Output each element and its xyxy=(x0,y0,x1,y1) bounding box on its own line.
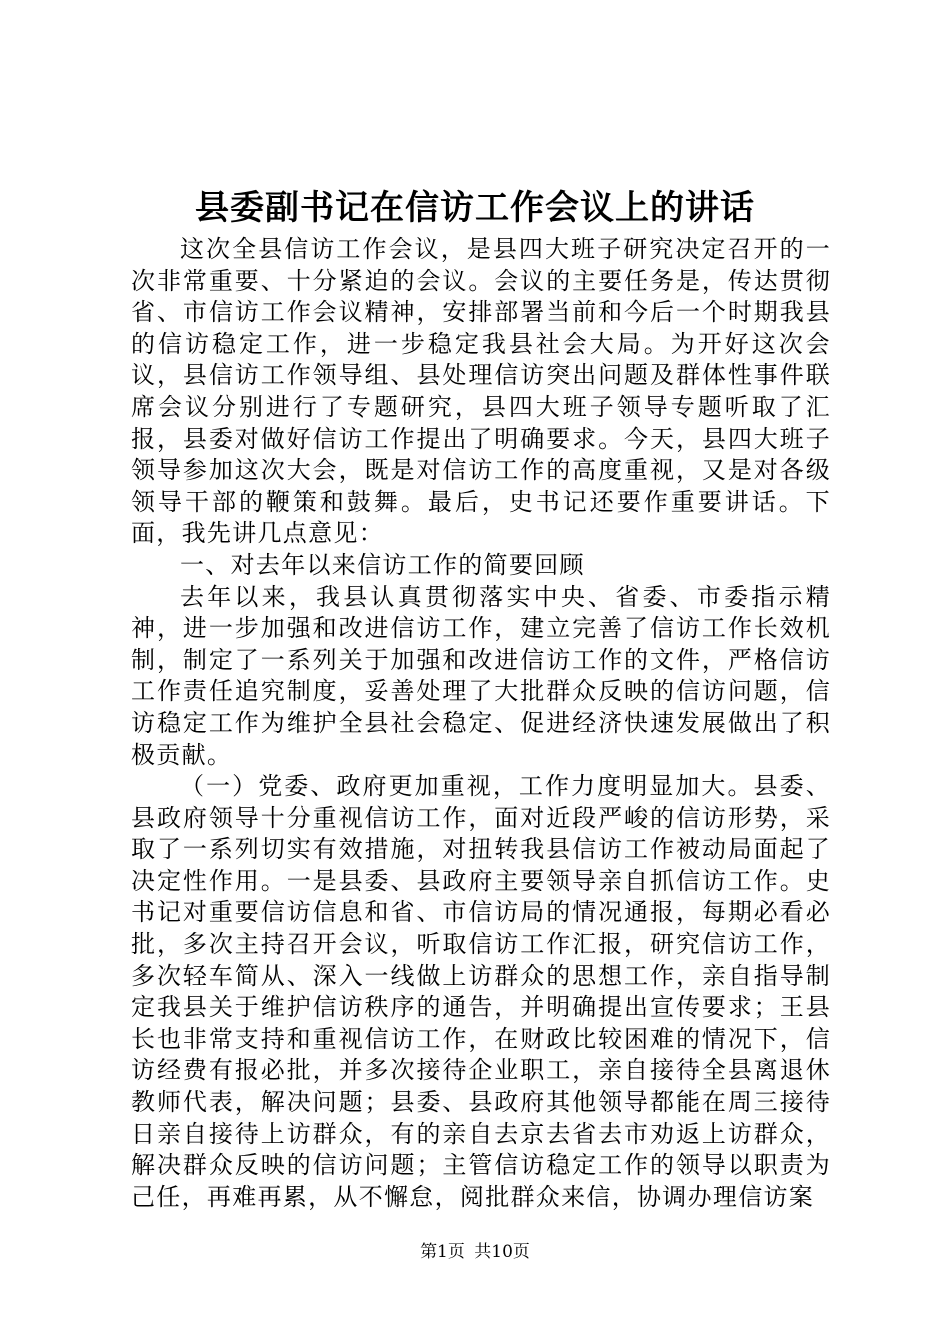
paragraph-review: 去年以来，我县认真贯彻落实中央、省委、市委指示精神，进一步加强和改进信访工作，建立完善了信访工作长效机制，制定了一系列关于加强和改进信访工作的文件，严格信访工作责任追究制度，妥善处理了大批群众反映的信访问题，信访稳定工作为维护全县社会稳定、促进经济快速发展做出了积极贡献。 xyxy=(131,582,831,769)
section-heading: 一、对去年以来信访工作的简要回顾 xyxy=(180,550,585,579)
document-body xyxy=(131,234,831,1213)
document-title: 县委副书记在信访工作会议上的讲话 xyxy=(195,188,755,228)
page-total: 共10页 xyxy=(474,1242,530,1262)
page-footer xyxy=(0,1241,950,1263)
page-number: 第1页 xyxy=(420,1242,465,1262)
paragraph-subsection-1: （一）党委、政府更加重视，工作力度明显加大。县委、县政府领导十分重视信访工作，面对近段严峻的信访形势，采取了一系列切实有效措施，对扭转我县信访工作被动局面起了决定性作用。一是县委、县政府主要领导亲自抓信访工作。史书记对重要信访信息和省、市信访局的情况通报，每期必看必批，多次主持召开会议，听取信访工作汇报，研究信访工作，多次轻车简从、深入一线做上访群众的思想工作，亲自指导制定我县关于维护信访秩序的通告，并明确提出宣传要求；王县长也非常支持和重视信访工作，在财政比较困难的情况下，信访经费有报必批，并多次接待企业职工，亲自接待全县离退休教师代表，解决问题；县委、县政府其他领导都能在周三接待日亲自接待上访群众，有的亲自去京去省去市劝返上访群众，解决群众反映的信访问题；主管信访稳定工作的领导以职责为己任，再难再累，从不懈怠，阅批群众来信，协调办理信访案 xyxy=(131,772,831,1211)
paragraph-intro: 这次全县信访工作会议，是县四大班子研究决定召开的一次非常重要、十分紧迫的会议。会议的主要任务是，传达贯彻省、市信访工作会议精神，安排部署当前和今后一个时期我县的信访稳定工作，进一步稳定我县社会大局。为开好这次会议，县信访工作领导组、县处理信访突出问题及群体性事件联席会议分别进行了专题研究，县四大班子领导专题听取了汇报，县委对做好信访工作提出了明确要求。今天，县四大班子领导参加这次大会，既是对信访工作的高度重视，又是对各级领导干部的鞭策和鼓舞。最后，史书记还要作重要讲话。下面，我先讲几点意见： xyxy=(131,235,831,548)
